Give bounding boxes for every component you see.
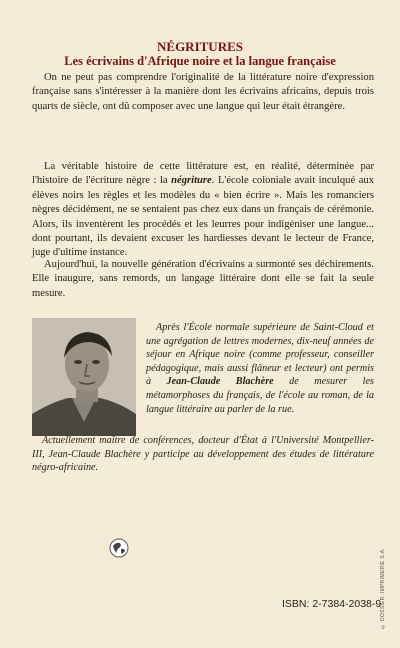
printer-credit: © DOSSIER. IMPRIMERIE S.A. <box>380 548 386 630</box>
blurb-text: La véritable histoire de cette littérature est, en réalité, déterminée par l'histoire de l'écriture nègre : la <box>32 161 374 187</box>
blurb-paragraph-3: Aujourd'hui, la nouvelle génération d'écrivains a surmonté ses déchirements. Elle inaugure, sans remords, un langage littéraire dont elle se fait la seule mesure. <box>32 259 374 299</box>
author-photo <box>32 318 136 436</box>
blurb-emphasis: négriture <box>171 175 212 187</box>
publisher-globe-icon <box>109 538 129 558</box>
author-bio-2: Actuellement maître de conférences, docteur d'État à l'Université Montpellier-III, Jean-Claude Blachère y participe au développement des études de littérature négro-africaine. <box>32 435 374 474</box>
blurb-paragraph-2 <box>32 160 374 261</box>
blurb-text: . L'école coloniale avait inculqué aux élèves noirs les règles et les modèles du « bien écrire ». Mais les romanciers nègres décidément, ne se sentaient pas chez eux dans un français de cérémonie. Alors, ils inventèrent les procédés et les leurres pour indigéniser une langue... dont pourtant, ils devaient excuser les hardiesses devant le lecteur de France, juge d'ultime instance. <box>32 175 374 259</box>
author-name: Jean-Claude Blachère <box>166 376 274 388</box>
book-subtitle: Les écrivains d'Afrique noire et la langue française <box>64 54 336 68</box>
isbn: ISBN: 2-7384-2038-9 <box>282 598 382 610</box>
blurb-paragraph-1: On ne peut pas comprendre l'originalité de la littérature noire d'expression française sans s'intéresser à la manière dont les écrivains africains, depuis trois quarts de siècle, ont dû composer avec une langue qui leur était étrangère. <box>32 72 374 112</box>
book-title: NÉGRITURES <box>157 39 243 54</box>
bio-text: Après l'École normale supérieure de Saint-Cloud et une agrégation de lettres modernes, dix-neuf années de séjour en Afrique noire (comme professeur, conseiller pédagogique, mais aussi flâneur et lecteur) ont permis à <box>146 322 374 388</box>
bio-text: de mesurer les métamorphoses du français, de l'école au roman, de la langue littéraire au parler de la rue. <box>146 376 374 415</box>
book-title-block <box>0 40 400 68</box>
author-bio-1 <box>146 321 374 416</box>
